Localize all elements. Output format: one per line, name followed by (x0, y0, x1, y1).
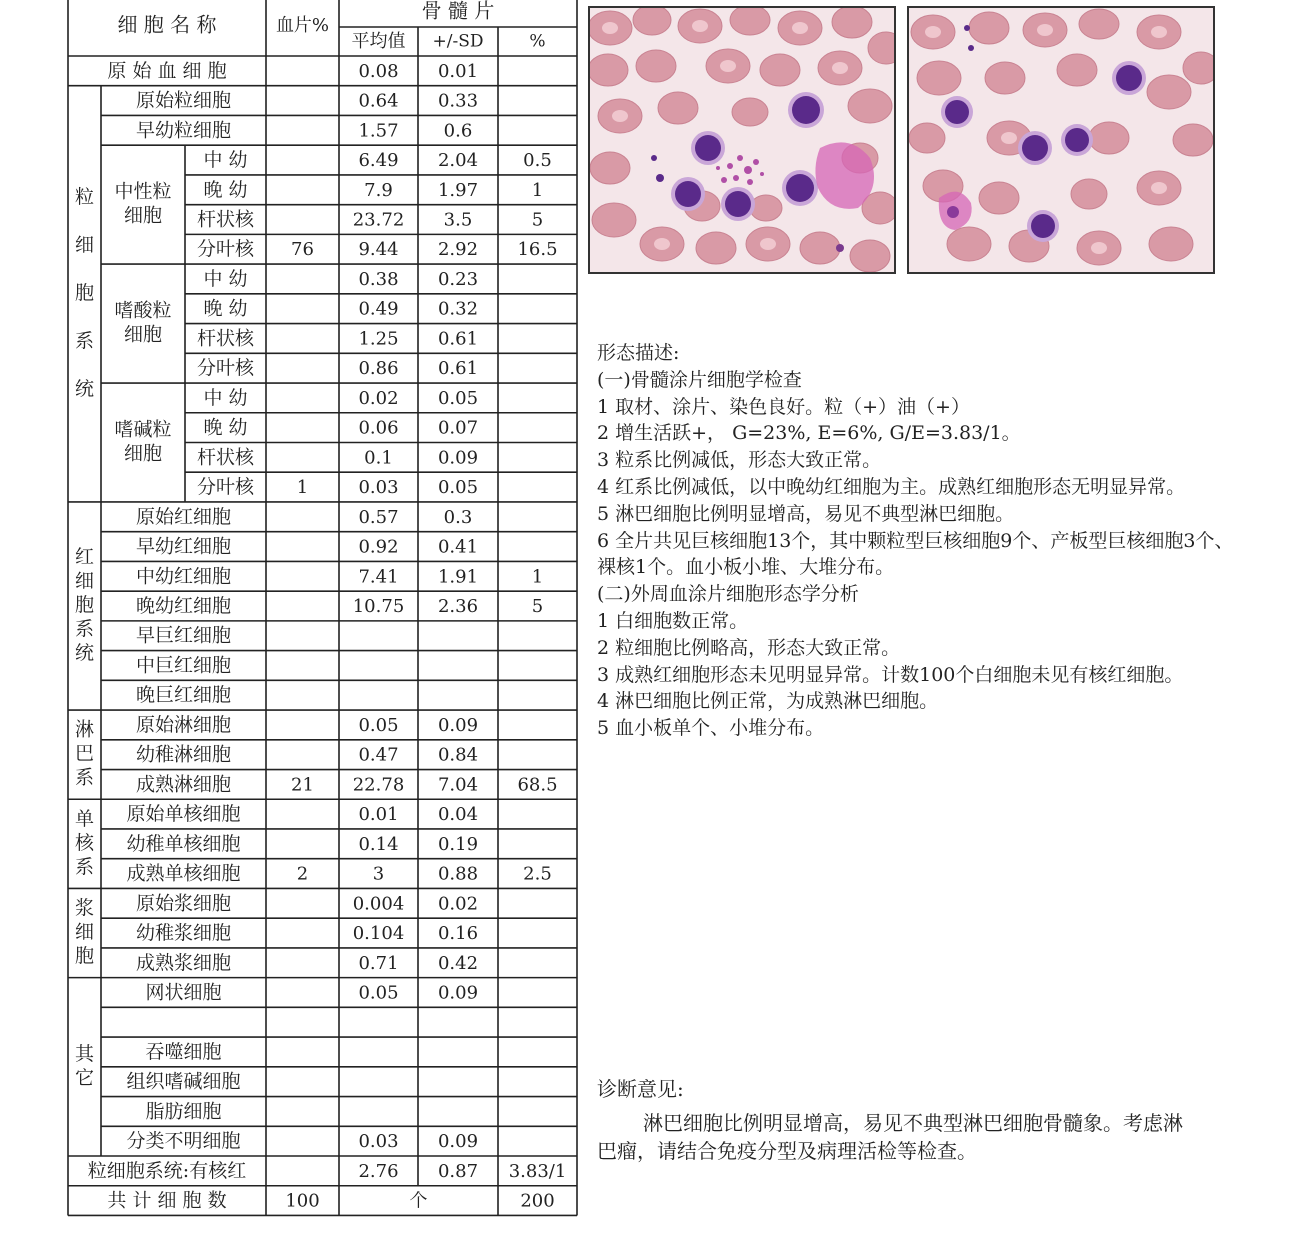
row-name: 中 幼 (203, 386, 248, 409)
row-sd: 0.07 (437, 417, 479, 439)
row-sd: 0.09 (437, 982, 479, 1004)
group-label: 其 (74, 1042, 95, 1065)
row-name: 吞噬细胞 (145, 1040, 222, 1063)
row-percent: 200 (520, 1190, 555, 1212)
row-mean: 10.75 (352, 596, 405, 618)
bone-marrow-item: 4 红系比例减低，以中晚幼红细胞为主。成熟红细胞形态无明显异常。 (597, 475, 1186, 498)
row-sd: 0.32 (437, 298, 479, 320)
row-sd: 0.09 (437, 1131, 479, 1153)
row-name: 脂肪细胞 (145, 1100, 222, 1123)
row-name: 杆状核 (196, 446, 255, 469)
row-mean: 0.08 (358, 60, 399, 82)
row-name: 中 幼 (203, 149, 248, 172)
micrograph-2-image (909, 8, 1213, 272)
bone-marrow-heading: (一)骨髓涂片细胞学检查 (597, 368, 802, 391)
row-percent: 0.5 (523, 150, 552, 172)
bone-marrow-item: 5 淋巴细胞比例明显增高，易见不典型淋巴细胞。 (597, 502, 1015, 525)
row-name: 分类不明细胞 (126, 1130, 241, 1153)
row-percent: 2.5 (523, 863, 552, 885)
group-label: 系 (74, 855, 95, 878)
group-label: 系 (74, 329, 95, 352)
row-sd: 0.6 (443, 120, 473, 142)
subgroup-label: 细胞 (123, 323, 163, 346)
row-sd: 0.05 (437, 387, 479, 409)
row-mean: 0.03 (358, 477, 399, 499)
group-label: 统 (74, 642, 95, 665)
bone-marrow-micrograph (588, 6, 896, 274)
row-blood-pct: 76 (291, 239, 314, 261)
row-name: 粒细胞系统:有核红 (87, 1159, 247, 1182)
row-mean: 0.38 (358, 268, 399, 290)
row-name: 中幼红细胞 (135, 565, 232, 588)
row-mean: 6.49 (358, 150, 399, 172)
bone-marrow-item: 3 粒系比例减低，形态大致正常。 (597, 449, 882, 472)
row-sd: 1.97 (437, 179, 479, 201)
group-label: 红 (74, 546, 95, 569)
row-name: 早巨红细胞 (135, 624, 232, 647)
row-sd: 0.09 (437, 447, 479, 469)
peripheral-blood-heading: (二)外周血涂片细胞形态学分析 (597, 583, 859, 606)
bone-marrow-item: 1 取材、涂片、染色良好。粒（+）油（+） (597, 395, 970, 418)
row-sd: 0.3 (443, 506, 473, 528)
row-mean: 0.06 (358, 417, 399, 439)
bone-marrow-item: 2 增生活跃+， G=23%, E=6%, G/E=3.83/1。 (597, 422, 1021, 445)
row-name: 晚 幼 (203, 297, 248, 320)
peripheral-blood-item: 5 血小板单个、小堆分布。 (597, 717, 825, 740)
row-mean: 0.71 (358, 952, 399, 974)
row-sd: 0.19 (437, 833, 479, 855)
row-sd: 1.91 (437, 566, 479, 588)
row-name: 晚 幼 (203, 416, 248, 439)
row-mean: 0.104 (352, 923, 405, 945)
row-sd: 0.41 (437, 536, 479, 558)
row-name: 成熟浆细胞 (135, 951, 232, 974)
micrograph-1-image (590, 8, 894, 272)
row-name: 中巨红细胞 (135, 654, 232, 677)
row-sd: 0.05 (437, 477, 479, 499)
row-name: 组织嗜碱细胞 (126, 1070, 241, 1093)
subgroup-label: 中性粒 (114, 180, 172, 203)
group-label: 它 (74, 1066, 95, 1089)
header-percent: % (529, 31, 546, 52)
row-name: 晚巨红细胞 (135, 684, 232, 707)
row-mean: 0.05 (358, 714, 399, 736)
row-sd: 0.01 (437, 60, 479, 82)
bone-marrow-item: 6 全片共见巨核细胞13个，其中颗粒型巨核细胞9个、产板型巨核细胞3个、裸核1个。血小板小堆、大堆分布。 (597, 529, 1234, 579)
row-name: 网状细胞 (145, 981, 222, 1004)
header-sd: +/-SD (432, 31, 484, 52)
group-label: 淋 (74, 718, 95, 741)
row-name: 中 幼 (203, 267, 248, 290)
row-mean: 23.72 (352, 209, 405, 231)
row-blood-pct: 2 (296, 863, 309, 885)
row-blood-pct: 1 (296, 477, 309, 499)
group-label: 胞 (74, 594, 95, 617)
row-sd: 0.04 (437, 804, 479, 826)
row-percent: 5 (531, 209, 544, 231)
row-mean: 0.86 (358, 358, 399, 380)
row-name: 成熟单核细胞 (126, 862, 241, 885)
group-label: 胞 (74, 281, 95, 304)
group-label: 核 (74, 831, 95, 854)
blood-smear-micrograph (907, 6, 1215, 274)
row-percent: 68.5 (517, 774, 558, 796)
row-percent: 5 (531, 596, 544, 618)
row-mean: 0.14 (358, 833, 399, 855)
row-sd: 0.42 (437, 952, 479, 974)
group-label: 系 (74, 766, 95, 789)
row-sd: 2.36 (437, 596, 479, 618)
row-mean: 0.05 (358, 982, 399, 1004)
subgroup-label: 细胞 (123, 442, 163, 465)
row-name: 原始淋细胞 (135, 713, 232, 736)
peripheral-blood-item: 1 白细胞数正常。 (597, 609, 749, 632)
diagnosis-section (597, 1075, 1197, 1165)
row-sd: 3.5 (443, 209, 473, 231)
row-sd: 7.04 (437, 774, 479, 796)
row-name: 幼稚淋细胞 (135, 743, 232, 766)
row-mean: 22.78 (352, 774, 405, 796)
row-blood-pct: 100 (285, 1190, 320, 1212)
row-percent: 3.83/1 (508, 1160, 567, 1182)
row-name: 分叶核 (196, 357, 255, 380)
header-blood-pct: 血片% (275, 15, 330, 36)
diagnosis-title: 诊断意见: (597, 1077, 684, 1101)
row-sd: 0.88 (437, 863, 479, 885)
row-name: 晚幼红细胞 (135, 595, 232, 618)
subgroup-label: 细胞 (123, 204, 163, 227)
row-name: 原始红细胞 (135, 505, 232, 528)
row-mean: 个 (409, 1190, 428, 1212)
subgroup-label: 嗜碱粒 (114, 418, 172, 441)
group-label: 粒 (74, 185, 95, 208)
row-mean: 0.49 (358, 298, 399, 320)
row-percent: 1 (531, 566, 544, 588)
row-sd: 0.84 (437, 744, 479, 766)
header-mean: 平均值 (351, 31, 406, 52)
group-label: 胞 (74, 945, 95, 968)
row-name: 分叶核 (196, 476, 255, 499)
row-mean: 0.92 (358, 536, 399, 558)
diagnosis-text: 淋巴细胞比例明显增高，易见不典型淋巴细胞骨髓象。考虑淋巴瘤，请结合免疫分型及病理活检等检查。 (597, 1111, 1183, 1163)
row-mean: 9.44 (358, 239, 399, 261)
row-percent: 1 (531, 179, 544, 201)
row-blood-pct: 21 (291, 774, 314, 796)
row-name: 幼稚浆细胞 (135, 922, 232, 945)
row-name: 原始浆细胞 (135, 892, 232, 915)
row-sd: 2.92 (437, 239, 479, 261)
row-name: 杆状核 (196, 208, 255, 231)
peripheral-blood-item: 3 成熟红细胞形态未见明显异常。计数100个白细胞未见有核红细胞。 (597, 663, 1184, 686)
row-mean: 3 (372, 863, 385, 885)
row-name: 原 始 血 细 胞 (107, 59, 227, 82)
morphology-description (597, 340, 1237, 742)
group-label: 统 (74, 377, 95, 400)
row-name: 早幼粒细胞 (135, 119, 232, 142)
row-sd: 0.87 (437, 1160, 479, 1182)
row-name: 幼稚单核细胞 (126, 832, 241, 855)
row-name: 原始单核细胞 (126, 803, 241, 826)
row-percent: 16.5 (517, 239, 558, 261)
row-mean: 7.9 (364, 179, 393, 201)
row-sd: 0.61 (437, 328, 479, 350)
description-title: 形态描述: (597, 342, 680, 364)
row-mean: 0.004 (352, 893, 405, 915)
row-sd: 2.04 (437, 150, 479, 172)
group-label: 浆 (74, 897, 95, 920)
row-name: 杆状核 (196, 327, 255, 350)
row-mean: 2.76 (358, 1160, 399, 1182)
row-name: 晚 幼 (203, 178, 248, 201)
row-mean: 0.47 (358, 744, 399, 766)
row-mean: 1.25 (358, 328, 399, 350)
group-label: 单 (74, 807, 95, 830)
row-name: 成熟淋细胞 (135, 773, 232, 796)
subgroup-label: 嗜酸粒 (114, 299, 172, 322)
header-cell-name: 细 胞 名 称 (117, 12, 217, 37)
row-sd: 0.23 (437, 268, 479, 290)
row-mean: 0.1 (364, 447, 393, 469)
peripheral-blood-item: 2 粒细胞比例略高，形态大致正常。 (597, 636, 901, 659)
group-label: 细 (74, 921, 95, 944)
row-name: 共 计 细 胞 数 (107, 1189, 227, 1212)
row-sd: 0.61 (437, 358, 479, 380)
header-marrow: 骨 髓 片 (421, 0, 495, 23)
group-label: 巴 (74, 742, 95, 765)
row-mean: 7.41 (358, 566, 399, 588)
row-sd: 0.33 (437, 90, 479, 112)
row-sd: 0.02 (437, 893, 479, 915)
row-mean: 0.64 (358, 90, 399, 112)
peripheral-blood-item: 4 淋巴细胞比例正常，为成熟淋巴细胞。 (597, 690, 939, 713)
row-sd: 0.09 (437, 714, 479, 736)
group-label: 系 (74, 618, 95, 641)
row-mean: 0.03 (358, 1131, 399, 1153)
group-label: 细 (74, 570, 95, 593)
row-mean: 0.57 (358, 506, 399, 528)
row-name: 原始粒细胞 (135, 89, 232, 112)
row-sd: 0.16 (437, 923, 479, 945)
group-label: 细 (74, 233, 95, 256)
row-name: 早幼红细胞 (135, 535, 232, 558)
row-mean: 0.01 (358, 804, 399, 826)
row-mean: 0.02 (358, 387, 399, 409)
row-mean: 1.57 (358, 120, 399, 142)
row-name: 分叶核 (196, 238, 255, 261)
